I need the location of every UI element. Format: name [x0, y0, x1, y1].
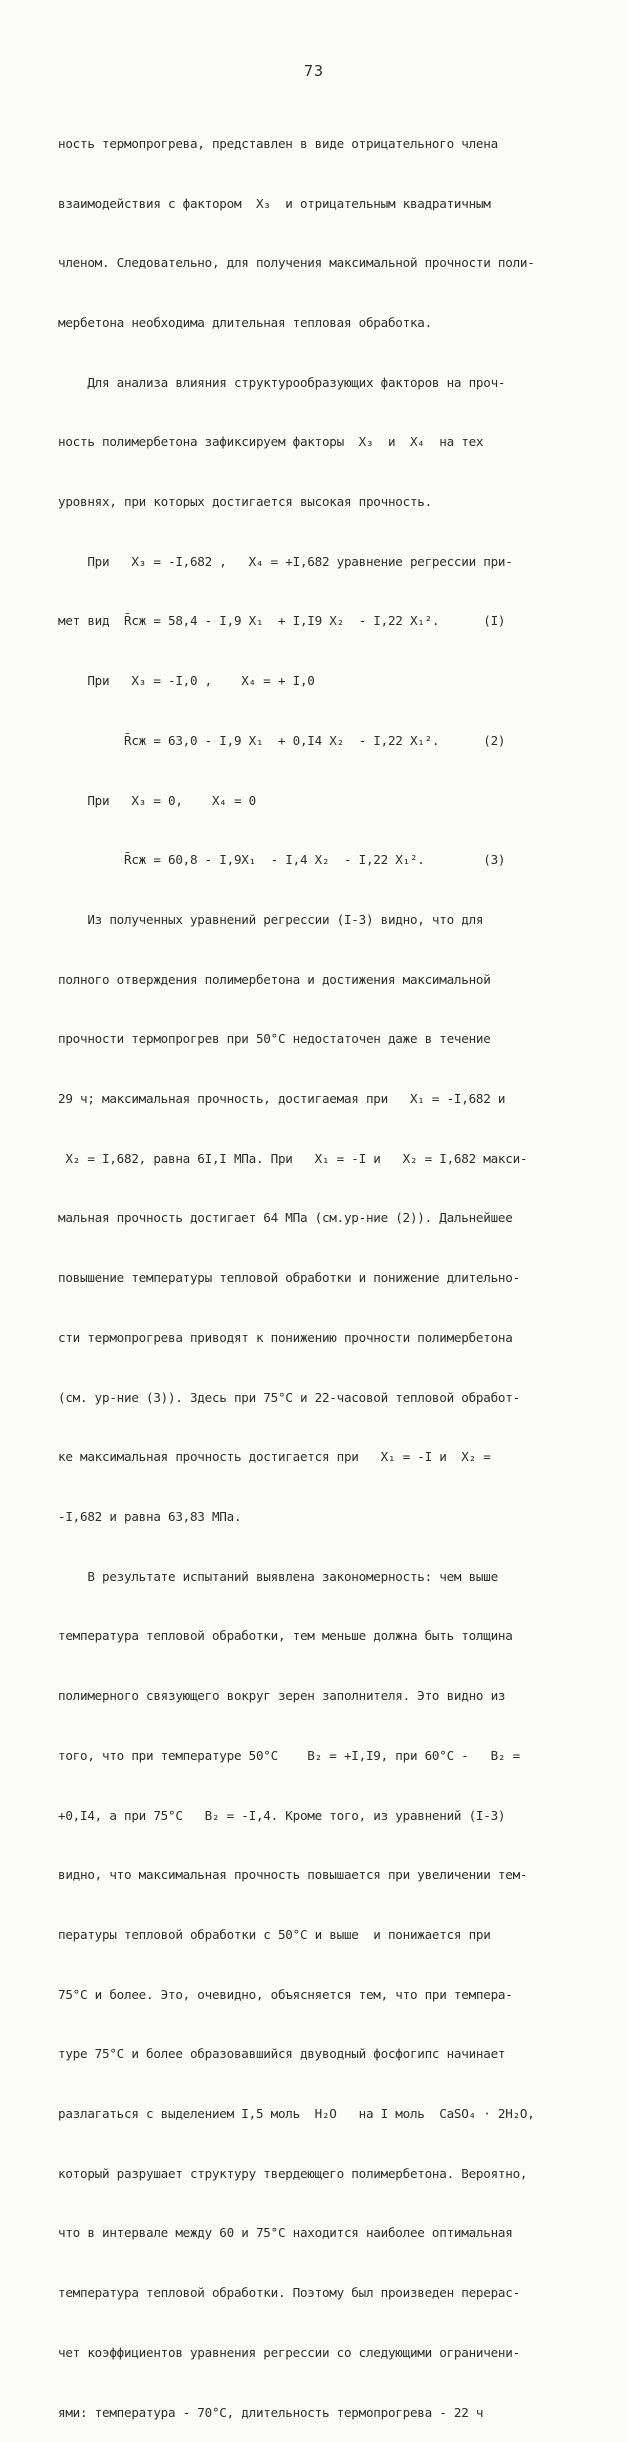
text-line: полимерного связующего вокруг зерен заполнителя. Это видно из	[58, 1688, 506, 1704]
text-line: (см. ур-ние (3)). Здесь при 75°C и 22-часовой тепловой обработ-	[58, 1389, 520, 1405]
text-line: пературы тепловой обработки с 50°C и выше и понижается при	[58, 1926, 491, 1942]
text-line: повышение температуры тепловой обработки и понижение длительно-	[58, 1270, 520, 1286]
text-line: температура тепловой обработки. Поэтому был произведен перерас-	[58, 2285, 520, 2301]
text-line: X₂ = I,682, равна 6I,I МПа. При X₁ = -I и X₂ = I,682 макси-	[58, 1150, 528, 1166]
body-text	[58, 94, 578, 2442]
text-line: разлагаться с выделением I,5 моль H₂O на I моль CaSO₄ · 2H₂O,	[58, 2106, 535, 2122]
text-line: температура тепловой обработки, тем меньше должна быть толщина	[58, 1628, 513, 1644]
text-line: При X₃ = -I,0 , X₄ = + I,0	[58, 673, 315, 689]
text-line: который разрушает структуру твердеющего полимербетона. Вероятно,	[58, 2165, 528, 2181]
text-line: видно, что максимальная прочность повышается при увеличении тем-	[58, 1867, 528, 1883]
equation-3: R̄сж = 60,8 - I,9X₁ - I,4 X₂ - I,22 X₁². (3)	[58, 852, 506, 868]
text-line: +0,I4, а при 75°C B₂ = -I,4. Кроме того, из уравнений (I-3)	[58, 1807, 506, 1823]
text-line: При X₃ = 0, X₄ = 0	[58, 792, 256, 808]
text-line: мербетона необходима длительная тепловая обработка.	[58, 314, 432, 330]
text-line: взаимодействия с фактором X₃ и отрицательным квадратичным	[58, 195, 491, 211]
text-line: того, что при температуре 50°C B₂ = +I,I9, при 60°C - B₂ =	[58, 1747, 520, 1763]
text-line: чет коэффициентов уравнения регрессии со следующими ограничени-	[58, 2344, 520, 2360]
text-line: ями: температура - 70°C, длительность термопрогрева - 22 ч	[58, 2404, 484, 2420]
text-line: ность термопрогрева, представлен в виде отрицательного члена	[58, 135, 498, 151]
text-line: туре 75°C и более образовавшийся двуводный фосфогипс начинает	[58, 2046, 506, 2062]
text-line: В результате испытаний выявлена закономерность: чем выше	[58, 1568, 498, 1584]
text-line: 75°C и более. Это, очевидно, объясняется тем, что при темпера-	[58, 1986, 513, 2002]
text-line: прочности термопрогрев при 50°C недостаточен даже в течение	[58, 1031, 491, 1047]
text-line: что в интервале между 60 и 75°C находится наиболее оптимальная	[58, 2225, 513, 2241]
page-number: 73	[303, 62, 325, 80]
text-line: уровнях, при которых достигается высокая прочность.	[58, 494, 432, 510]
text-line: Из полученных уравнений регрессии (I-3) видно, что для	[58, 911, 484, 927]
equation-2: R̄сж = 63,0 - I,9 X₁ + 0,I4 X₂ - I,22 X₁². (2)	[58, 732, 506, 748]
text-line: ке максимальная прочность достигается при X₁ = -I и X₂ =	[58, 1449, 491, 1465]
text-line: 29 ч; максимальная прочность, достигаемая при X₁ = -I,682 и	[58, 1091, 506, 1107]
text-line: мальная прочность достигает 64 МПа (см.ур-ние (2)). Дальнейшее	[58, 1210, 513, 1226]
text-line: полного отверждения полимербетона и достижения максимальной	[58, 971, 491, 987]
text-line: Для анализа влияния структурообразующих факторов на проч-	[58, 374, 506, 390]
text-line: членом. Следовательно, для получения максимальной прочности поли-	[58, 255, 535, 271]
text-line: -I,682 и равна 63,83 МПа.	[58, 1508, 242, 1524]
text-line: При X₃ = -I,682 , X₄ = +I,682 уравнение регрессии при-	[58, 553, 513, 569]
text-line: сти термопрогрева приводят к понижению прочности полимербетона	[58, 1329, 513, 1345]
text-line: ность полимербетона зафиксируем факторы X₃ и X₄ на тех	[58, 434, 484, 450]
equation-1: мет вид R̄сж = 58,4 - I,9 X₁ + I,I9 X₂ - I,22 X₁². (I)	[58, 613, 506, 629]
